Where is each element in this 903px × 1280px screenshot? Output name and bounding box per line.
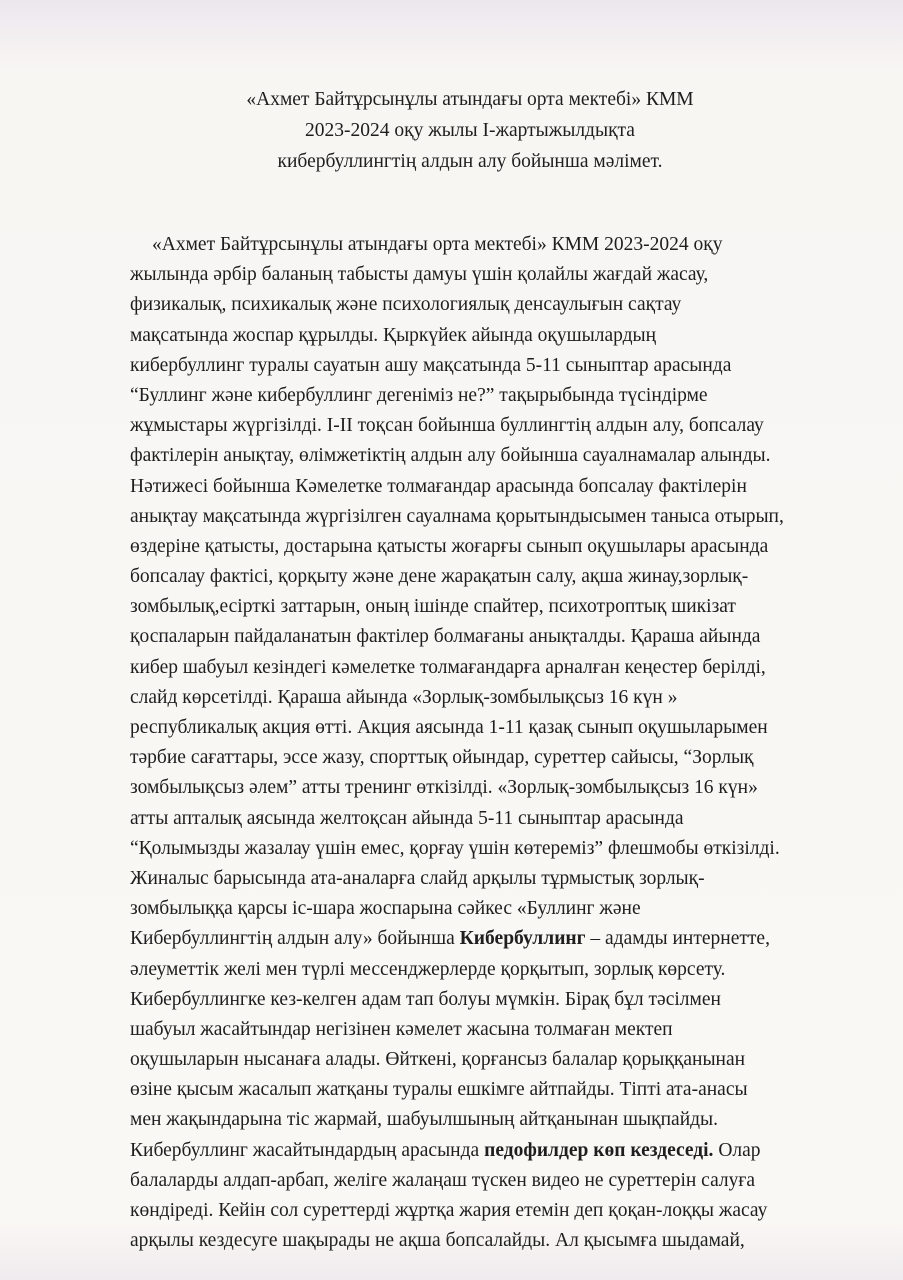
body-line: анықтау мақсатында жүргізілген сауалнама қорытындысымен таныса отырып,: [130, 505, 784, 527]
body-line: өзіне қысым жасалып жатқаны туралы ешкімге айтпайды. Тіпті ата-анасы: [130, 1079, 748, 1101]
cyberbullying-term: Кибербуллинг: [459, 928, 586, 950]
body-line: зомбылыққа қарсы іс-шара жоспарына сәйкес «Буллинг және: [130, 898, 641, 920]
body-line: арқылы кездесуге шақырады не ақша бопсалайды. Ал қысымға шыдамай,: [130, 1230, 745, 1252]
body-line: оқушыларын нысанаға алады. Өйткені, қорғансыз балалар қорыққанынан: [130, 1049, 746, 1071]
body-line: мақсатында жоспар құрылды. Қыркүйек айында оқушылардың: [130, 324, 657, 346]
body-line: жылында әрбір баланың табысты дамуы үшін қолайлы жағдай жасау,: [130, 264, 709, 286]
body-line: Кибербуллингке кез-келген адам тап болуы мүмкін. Бірақ бұл тәсілмен: [130, 988, 721, 1010]
header-school-name: «Ахмет Байтұрсынұлы атындағы орта мектебі» КММ: [246, 89, 694, 110]
body-line-with-emphasis: [130, 1136, 858, 1166]
body-line: кибербуллинг туралы сауатын ашу мақсатында 5-11 сыныптар арасында: [130, 354, 732, 376]
body-line: республикалық акция өтті. Акция аясында 1-11 қазақ сынып оқушыларымен: [130, 717, 768, 738]
body-line: “Буллинг және кибербуллинг дегеніміз не?” тақырыбында түсіндірме: [130, 384, 708, 406]
header-academic-year: 2023-2024 оқу жылы І-жартыжылдықта: [305, 120, 635, 141]
body-line: атты апталық аясында желтоқсан айында 5-11 сыныптар арасында: [130, 807, 684, 829]
body-line: бопсалау фактісі, қорқыту және дене жарақатын салу, ақша жинау,зорлық-: [130, 566, 749, 588]
body-line: “Қолымызды жазалау үшін емес, қорғау үшін көтереміз” флешмобы өткізілді.: [130, 837, 780, 859]
body-line: слайд көрсетілді. Қараша айында «Зорлық-зомбылықсыз 16 күн »: [130, 686, 678, 708]
body-line: көндіреді. Кейін сол суреттерді жұртқа жария етемін деп қоқан-лоққы жасау: [130, 1200, 768, 1221]
body-line: тәрбие сағаттары, эссе жазу, спорттық ойындар, суреттер сайысы, “Зорлық: [130, 747, 754, 769]
emphasis-text: педофилдер көп кездеседі.: [484, 1139, 714, 1161]
body-line: Нәтижесі бойынша Кәмелетке толмағандар арасында бопсалау фактілерін: [130, 475, 747, 497]
body-line: Жиналыс барысында ата-аналарға слайд арқылы тұрмыстық зорлық-: [130, 867, 705, 889]
body-line: шабуыл жасайтындар негізінен кәмелет жасына толмаған мектеп: [130, 1018, 673, 1040]
body-line: жұмыстары жүргізілді. І-ІІ тоқсан бойынша буллингтің алдын алу, бопсалау: [130, 415, 764, 437]
body-line: балаларды алдап-арбап, желіге жалаңаш түскен видео не суреттерін салуға: [130, 1169, 756, 1191]
body-line: фактілерін анықтау, өлімжетіктің алдын алу бойынша сауалнамалар алынды.: [130, 445, 771, 467]
document-header: [150, 84, 790, 177]
body-line-text: Олар: [713, 1139, 761, 1161]
body-line-text: Кибербуллинг жасайтындардың арасында: [130, 1139, 485, 1161]
body-line-text: – адамды интернетте,: [585, 928, 770, 950]
body-line: өздеріне қатысты, достарына қатысты жоғарғы сынып оқушылары арасында: [130, 535, 769, 557]
body-line: зомбылық,есірткі заттарын, оның ішінде спайтер, психотроптық шикізат: [130, 596, 736, 618]
body-line: физикалық, психикалық және психологиялық денсаулығын сақтау: [130, 294, 682, 316]
body-line-text: Кибербуллингтің алдын алу» бойынша: [130, 928, 460, 950]
body-line: қоспаларын пайдаланатын фактілер болмағаны анықталды. Қараша айында: [130, 626, 761, 648]
body-line: «Ахмет Байтұрсынұлы атындағы орта мектебі» КММ 2023-2024 оқу: [152, 234, 723, 255]
body-line: кибер шабуыл кезіндегі кәмелетке толмағандарға арналған кеңестер берілді,: [130, 656, 766, 678]
body-line: мен жақындарына тіс жармай, шабуылшының айтқанынан шықпайды.: [130, 1109, 719, 1131]
body-line-with-definition: [130, 924, 858, 954]
header-report-title: кибербуллингтің алдын алу бойынша мәлімет.: [277, 151, 663, 172]
body-line: зомбылықсыз әлем” атты тренинг өткізілді. «Зорлық-зомбылықсыз 16 күн»: [130, 777, 758, 799]
body-line: әлеуметтік желі мен түрлі мессенджерлерде қорқытып, зорлық көрсету.: [130, 958, 726, 980]
document-body: [130, 230, 858, 1256]
